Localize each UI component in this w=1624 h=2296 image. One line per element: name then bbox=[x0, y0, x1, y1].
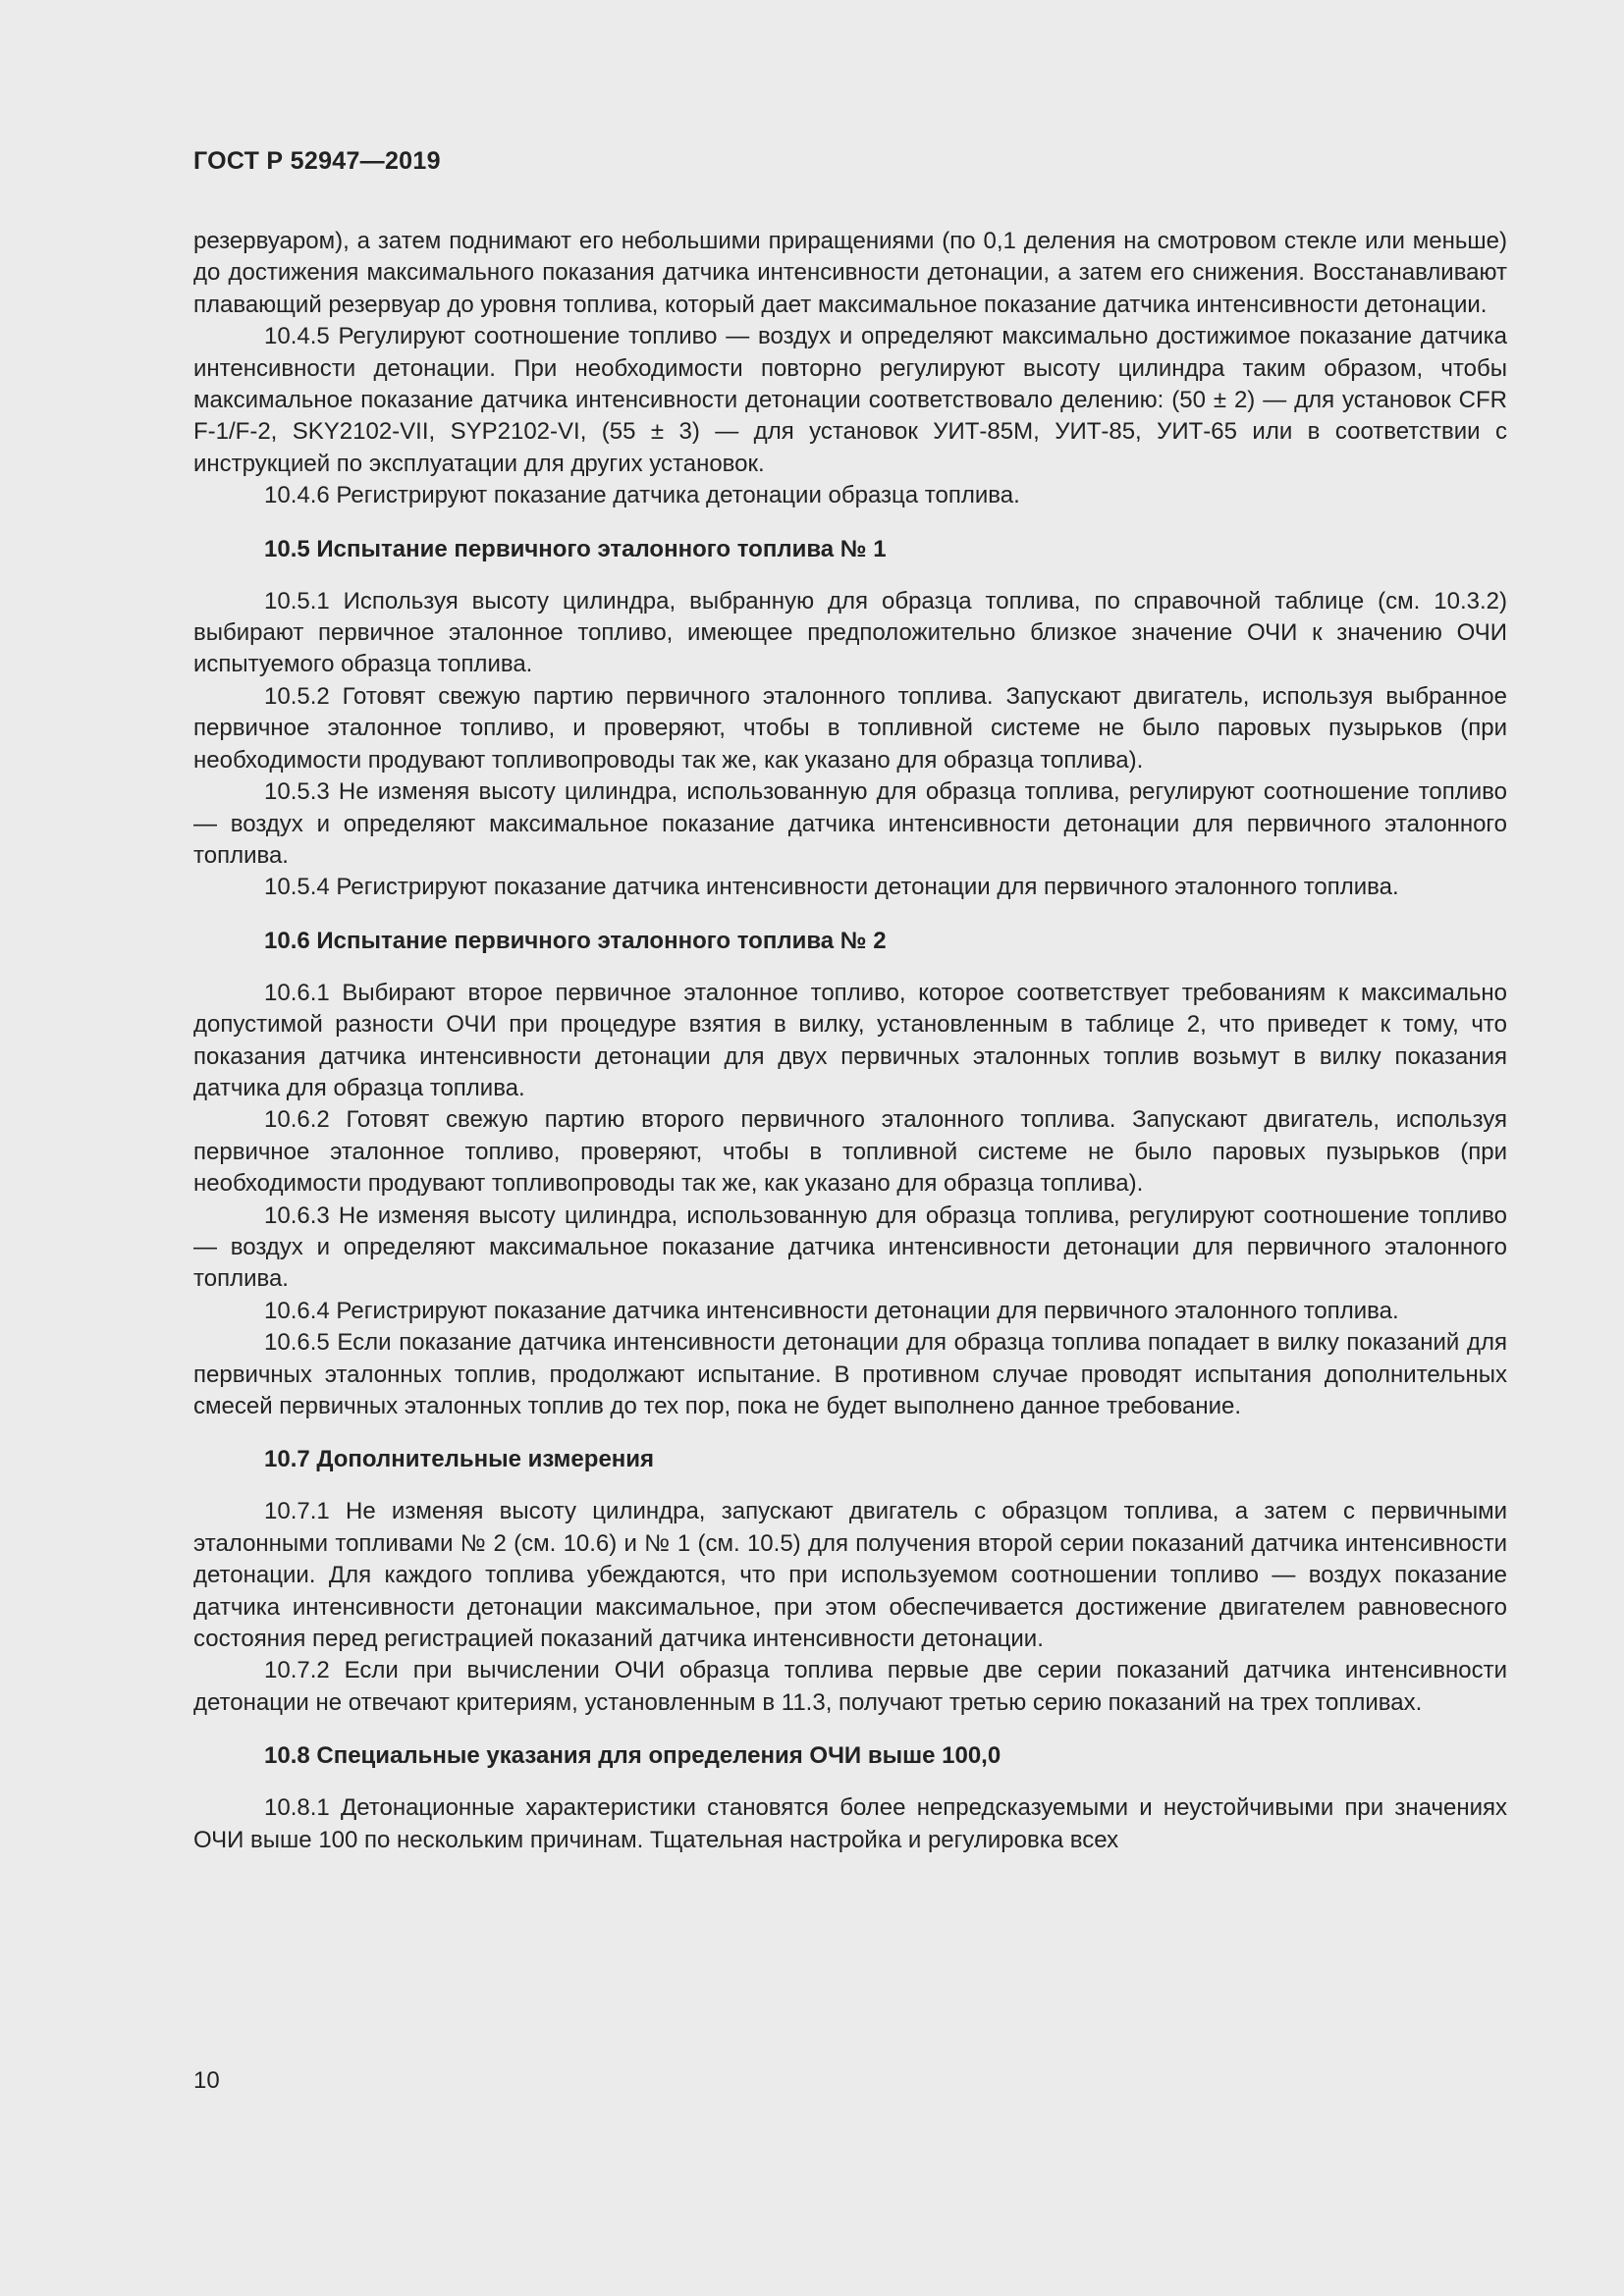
paragraph-10-4-5: 10.4.5 Регулируют соотношение топливо — воздух и определяют максимально достижимое показание датчика интенсивности детонации. При необходимости повторно регулируют высоту цилиндра таким образом, чтобы максимальное показание датчика интенсивности детонации соответствовало делению: (50 ± 2) — для установок CFR F-1/F-2, SKY2102-VII, SYP2102-VI, (55 ± 3) — для установок УИТ-85М, УИТ-85, УИТ-65 или в соответствии с инструкцией по эксплуатации для других установок. bbox=[193, 323, 1507, 477]
paragraph-10-5-4: 10.5.4 Регистрируют показание датчика интенсивности детонации для первичного эталонного топлива. bbox=[264, 874, 1399, 901]
section-heading-10-5: 10.5 Испытание первичного эталонного топлива № 1 bbox=[264, 535, 887, 562]
paragraph-10-5-1: 10.5.1 Используя высоту цилиндра, выбранную для образца топлива, по справочной таблице (см. 10.3.2) выбирают первичное эталонное топливо, имеющее предположительно близкое значение ОЧИ к значению ОЧИ испытуемого образца топлива. bbox=[193, 587, 1507, 678]
paragraph-10-5-3: 10.5.3 Не изменяя высоту цилиндра, использованную для образца топлива, регулируют соотношение топливо — воздух и определяют максимальное показание датчика интенсивности детонации для первичного эталонного топлива. bbox=[193, 778, 1507, 869]
page-number: 10 bbox=[193, 2067, 220, 2094]
paragraph-10-6-2: 10.6.2 Готовят свежую партию второго первичного эталонного топлива. Запускают двигатель, используя первичное эталонное топливо, проверяют, чтобы в топливной системе не было паровых пузырьков (при необходимости продувают топливопроводы так же, как указано для образца топлива). bbox=[193, 1106, 1507, 1198]
section-heading-10-8: 10.8 Специальные указания для определения ОЧИ выше 100,0 bbox=[264, 1742, 1001, 1770]
paragraph-10-6-5: 10.6.5 Если показание датчика интенсивности детонации для образца топлива попадает в вилку показаний для первичных эталонных топлив, продолжают испытание. В противном случае проводят испытания дополнительных смесей первичных эталонных топлив до тех пор, пока не будет выполнено данное требование. bbox=[193, 1329, 1507, 1419]
paragraph-10-7-2: 10.7.2 Если при вычислении ОЧИ образца топлива первые две серии показаний датчика интенсивности детонации не отвечают критериям, установленным в 11.3, получают третью серию показаний на трех топливах. bbox=[193, 1657, 1507, 1716]
section-heading-10-7: 10.7 Дополнительные измерения bbox=[264, 1446, 655, 1473]
paragraph-10-4-6: 10.4.6 Регистрируют показание датчика детонации образца топлива. bbox=[264, 482, 1020, 509]
paragraph-10-6-3: 10.6.3 Не изменяя высоту цилиндра, использованную для образца топлива, регулируют соотношение топливо — воздух и определяют максимальное показание датчика интенсивности детонации для первичного эталонного топлива. bbox=[193, 1201, 1507, 1293]
paragraph-10-6-1: 10.6.1 Выбирают второе первичное эталонное топливо, которое соответствует требованиям к максимально допустимой разности ОЧИ при процедуре взятия в вилку, установленным в таблице 2, что приведет к тому, что показания датчика интенсивности детонации для двух первичных эталонных топлив возьмут в вилку показания датчика для образца топлива. bbox=[193, 979, 1507, 1101]
section-heading-10-6: 10.6 Испытание первичного эталонного топлива № 2 bbox=[264, 927, 887, 954]
paragraph-continuation: резервуаром), а затем поднимают его небольшими приращениями (по 0,1 деления на смотровом стекле или меньше) до достижения максимального показания датчика интенсивности детонации, а затем его снижения. Восстанавливают плавающий резервуар до уровня топлива, который дает максимальное показание датчика интенсивности детонации. bbox=[193, 228, 1507, 318]
paragraph-10-6-4: 10.6.4 Регистрируют показание датчика интенсивности детонации для первичного эталонного топлива. bbox=[264, 1297, 1399, 1324]
document-code-header: ГОСТ Р 52947—2019 bbox=[193, 147, 441, 175]
document-body bbox=[193, 226, 1507, 1856]
paragraph-10-5-2: 10.5.2 Готовят свежую партию первичного эталонного топлива. Запускают двигатель, используя выбранное первичное эталонное топливо, и проверяют, чтобы в топливной системе не было паровых пузырьков (при необходимости продувают топливопроводы так же, как указано для образца топлива). bbox=[193, 682, 1507, 774]
paragraph-10-7-1: 10.7.1 Не изменяя высоту цилиндра, запускают двигатель с образцом топлива, а затем с первичными эталонными топливами № 2 (см. 10.6) и № 1 (см. 10.5) для получения второй серии показаний датчика интенсивности детонации. Для каждого топлива убеждаются, что при используемом соотношении топливо — воздух показание датчика интенсивности детонации максимальное, при этом обеспечивается достижение двигателем равновесного состояния перед регистрацией показаний датчика интенсивности детонации. bbox=[193, 1498, 1507, 1653]
paragraph-10-8-1: 10.8.1 Детонационные характеристики становятся более непредсказуемыми и неустойчивыми при значениях ОЧИ выше 100 по нескольким причинам. Тщательная настройка и регулировка всех bbox=[193, 1794, 1507, 1853]
